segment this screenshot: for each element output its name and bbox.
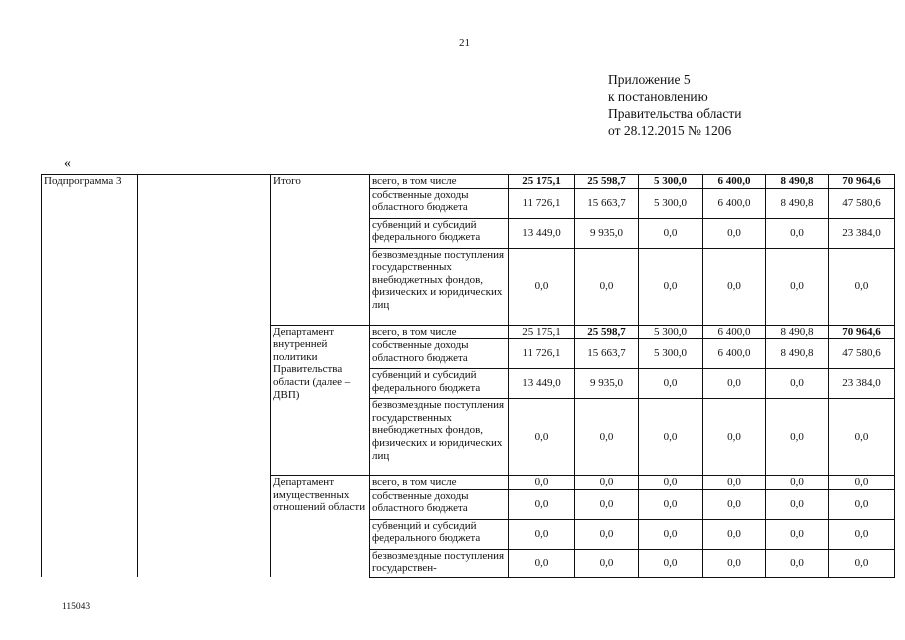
amount-cell: 0,0: [766, 218, 829, 248]
amount-cell: 0,0: [703, 218, 766, 248]
amount-cell: 25 175,1: [509, 175, 575, 189]
amount-cell: 9 935,0: [575, 369, 639, 399]
funding-source-cell: всего, в том числе: [370, 325, 509, 339]
amount-cell: 5 300,0: [639, 325, 703, 339]
amount-cell: 0,0: [829, 399, 895, 476]
amount-cell: 0,0: [829, 248, 895, 325]
amount-cell: 0,0: [639, 399, 703, 476]
amount-cell: 0,0: [575, 489, 639, 519]
amount-cell: 5 300,0: [639, 175, 703, 189]
amount-cell: 0,0: [703, 399, 766, 476]
amount-cell: 6 400,0: [703, 188, 766, 218]
amount-cell: 11 726,1: [509, 188, 575, 218]
amount-cell: 0,0: [509, 489, 575, 519]
amount-cell: 6 400,0: [703, 339, 766, 369]
amount-cell: 9 935,0: [575, 218, 639, 248]
amount-cell: 0,0: [575, 476, 639, 490]
appendix-line: к постановлению: [608, 89, 708, 104]
amount-cell: 15 663,7: [575, 339, 639, 369]
amount-cell: 8 490,8: [766, 339, 829, 369]
amount-cell: 0,0: [829, 476, 895, 490]
empty-column-cell: [138, 175, 271, 578]
amount-cell: 0,0: [639, 549, 703, 577]
amount-cell: 0,0: [703, 519, 766, 549]
amount-cell: 5 300,0: [639, 339, 703, 369]
funding-source-cell: собственные доходы областного бюджета: [370, 489, 509, 519]
amount-cell: 6 400,0: [703, 175, 766, 189]
amount-cell: 0,0: [509, 519, 575, 549]
amount-cell: 0,0: [639, 369, 703, 399]
funding-source-cell: безвозмездные поступления государствен-: [370, 549, 509, 577]
executor-cell: Итого: [271, 175, 370, 326]
appendix-header: [608, 71, 741, 139]
amount-cell: 0,0: [509, 399, 575, 476]
funding-source-cell: субвенций и субсидий федерального бюджета: [370, 218, 509, 248]
amount-cell: 0,0: [766, 399, 829, 476]
funding-source-cell: безвозмездные поступления государственных внебюджетных фондов, физических и юридических лиц: [370, 399, 509, 476]
appendix-line: Приложение 5: [608, 72, 691, 87]
table-row: [42, 175, 895, 189]
funding-source-cell: субвенций и субсидий федерального бюджета: [370, 519, 509, 549]
amount-cell: 0,0: [509, 549, 575, 577]
amount-cell: 15 663,7: [575, 188, 639, 218]
amount-cell: 47 580,6: [829, 339, 895, 369]
amount-cell: 13 449,0: [509, 218, 575, 248]
amount-cell: 0,0: [766, 248, 829, 325]
appendix-line: от 28.12.2015 № 1206: [608, 123, 732, 138]
amount-cell: 70 964,6: [829, 175, 895, 189]
amount-cell: 0,0: [639, 476, 703, 490]
page-number: 21: [459, 37, 470, 49]
amount-cell: 0,0: [639, 489, 703, 519]
amount-cell: 0,0: [766, 549, 829, 577]
amount-cell: 0,0: [575, 549, 639, 577]
funding-source-cell: всего, в том числе: [370, 476, 509, 490]
amount-cell: 0,0: [766, 476, 829, 490]
amount-cell: 0,0: [703, 248, 766, 325]
amount-cell: 23 384,0: [829, 218, 895, 248]
amount-cell: 0,0: [509, 476, 575, 490]
amount-cell: 0,0: [703, 369, 766, 399]
subprogram-cell: Подпрограмма 3: [42, 175, 138, 578]
amount-cell: 0,0: [639, 218, 703, 248]
amount-cell: 6 400,0: [703, 325, 766, 339]
amount-cell: 0,0: [639, 248, 703, 325]
document-code: 115043: [62, 602, 91, 612]
amount-cell: 0,0: [575, 519, 639, 549]
executor-cell: Департамент имущественных отношений области: [271, 476, 370, 578]
amount-cell: 0,0: [766, 369, 829, 399]
amount-cell: 0,0: [703, 489, 766, 519]
amount-cell: 0,0: [829, 549, 895, 577]
funding-source-cell: собственные доходы областного бюджета: [370, 188, 509, 218]
amount-cell: 8 490,8: [766, 325, 829, 339]
amount-cell: 0,0: [509, 248, 575, 325]
amount-cell: 0,0: [703, 549, 766, 577]
amount-cell: 47 580,6: [829, 188, 895, 218]
opening-quote: «: [64, 156, 71, 171]
amount-cell: 0,0: [575, 399, 639, 476]
amount-cell: 25 175,1: [509, 325, 575, 339]
amount-cell: 11 726,1: [509, 339, 575, 369]
amount-cell: 0,0: [829, 519, 895, 549]
funding-source-cell: собственные доходы областного бюджета: [370, 339, 509, 369]
amount-cell: 0,0: [829, 489, 895, 519]
funding-table: [41, 174, 895, 578]
amount-cell: 8 490,8: [766, 188, 829, 218]
funding-source-cell: всего, в том числе: [370, 175, 509, 189]
amount-cell: 0,0: [703, 476, 766, 490]
amount-cell: 0,0: [766, 519, 829, 549]
funding-source-cell: субвенций и субсидий федерального бюджета: [370, 369, 509, 399]
amount-cell: 25 598,7: [575, 325, 639, 339]
amount-cell: 5 300,0: [639, 188, 703, 218]
executor-cell: Департамент внутренней политики Правительства области (далее – ДВП): [271, 325, 370, 476]
amount-cell: 0,0: [639, 519, 703, 549]
amount-cell: 13 449,0: [509, 369, 575, 399]
amount-cell: 0,0: [575, 248, 639, 325]
amount-cell: 70 964,6: [829, 325, 895, 339]
funding-source-cell: безвозмездные поступления государственных внебюджетных фондов, физических и юридических лиц: [370, 248, 509, 325]
amount-cell: 23 384,0: [829, 369, 895, 399]
amount-cell: 25 598,7: [575, 175, 639, 189]
amount-cell: 8 490,8: [766, 175, 829, 189]
amount-cell: 0,0: [766, 489, 829, 519]
appendix-line: Правительства области: [608, 106, 742, 121]
